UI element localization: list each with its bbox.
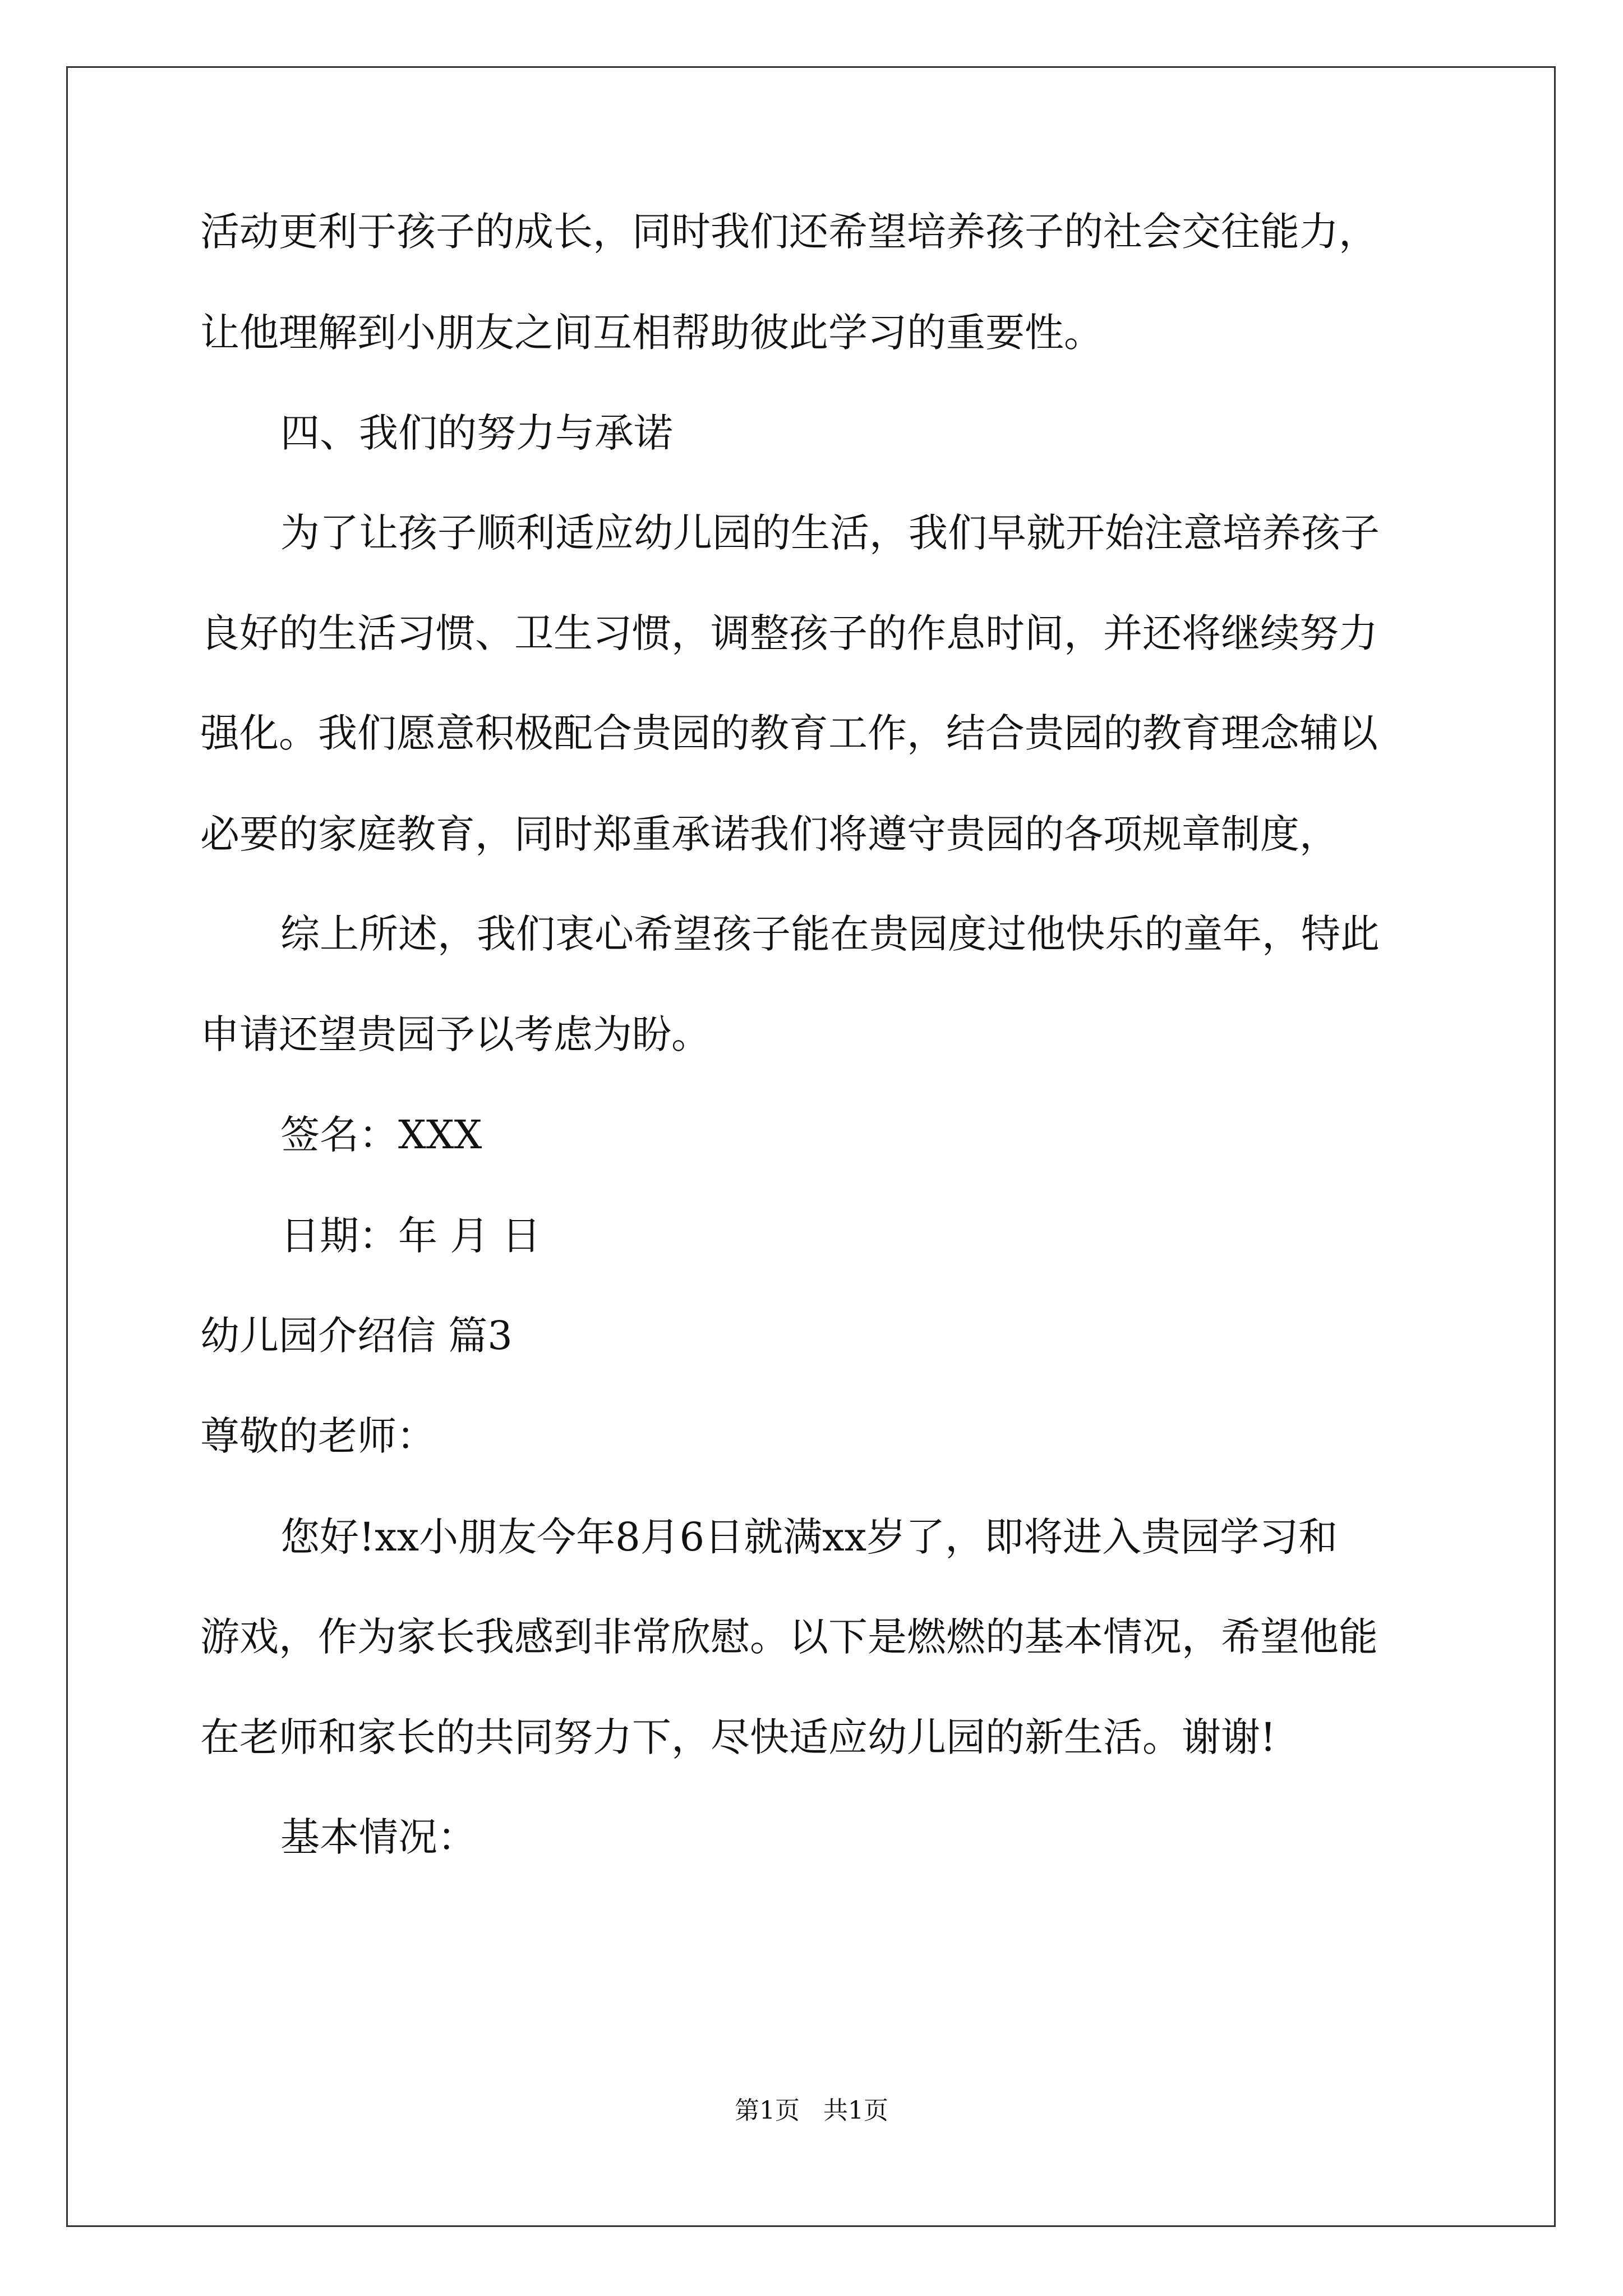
section-heading: 四、我们的努力与承诺 <box>280 410 673 456</box>
body-line: 游戏，作为家长我感到非常欣慰。以下是燃燃的基本情况，希望他能 <box>200 1614 1378 1660</box>
salutation: 尊敬的老师： <box>200 1413 436 1459</box>
body-line: 在老师和家长的共同努力下，尽快适应幼儿园的新生活。谢谢! <box>200 1714 1276 1760</box>
signature-line: 签名：XXX <box>280 1112 482 1158</box>
page-footer: 第1页 共1页 <box>735 2096 888 2125</box>
body-line: 良好的生活习惯、卫生习惯，调整孩子的作息时间，并还将继续努力 <box>200 610 1378 656</box>
body-line: 让他理解到小朋友之间互相帮助彼此学习的重要性。 <box>200 310 1103 356</box>
body-line: 强化。我们愿意积极配合贵园的教育工作，结合贵园的教育理念辅以 <box>200 710 1378 756</box>
body-line: 活动更利于孩子的成长，同时我们还希望培养孩子的社会交往能力， <box>200 209 1378 255</box>
paragraph-start: 为了让孩子顺利适应幼儿园的生活，我们早就开始注意培养孩子 <box>280 510 1380 556</box>
letter-title: 幼儿园介绍信 篇3 <box>200 1313 513 1359</box>
paragraph-start: 您好!xx小朋友今年8月6日就满xx岁了，即将进入贵园学习和 <box>280 1514 1338 1560</box>
section-heading: 基本情况： <box>280 1814 477 1860</box>
body-line: 必要的家庭教育，同时郑重承诺我们将遵守贵园的各项规章制度， <box>200 811 1339 857</box>
date-line: 日期：年 月 日 <box>280 1213 541 1259</box>
body-line: 申请还望贵园予以考虑为盼。 <box>200 1011 711 1057</box>
paragraph-start: 综上所述，我们衷心希望孩子能在贵园度过他快乐的童年，特此 <box>280 911 1380 957</box>
